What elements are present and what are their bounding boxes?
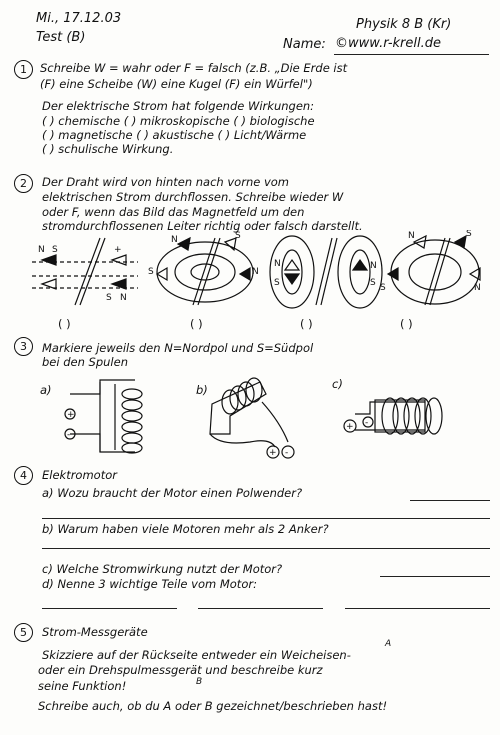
- q2-line-4: stromdurchflossenen Leiter richtig oder falsch darstellt.: [42, 219, 363, 233]
- svg-text:-: -: [365, 418, 369, 428]
- q5-mark-a: A: [385, 639, 392, 649]
- answer-line-a-2[interactable]: [42, 518, 490, 519]
- q4-question-b: b) Warum haben viele Motoren mehr als 2 Anker?: [42, 522, 329, 536]
- q4-question-c: c) Welche Stromwirkung nutzt der Motor?: [42, 562, 283, 576]
- coil-c-label: c): [332, 377, 343, 391]
- svg-text:N: N: [370, 261, 377, 271]
- q2-line-3: oder F, wenn das Bild das Magnetfeld um den: [42, 205, 305, 219]
- q5-mark-b: B: [196, 677, 203, 687]
- q4-question-a: a) Wozu braucht der Motor einen Polwender?: [42, 486, 303, 500]
- answer-line-d-1[interactable]: [42, 608, 177, 609]
- svg-text:N: N: [120, 293, 127, 303]
- q3-line-1: Markiere jeweils den N=Nordpol und S=Südpol: [42, 341, 314, 355]
- name-underline: [334, 54, 489, 55]
- field-figure-3: [270, 236, 382, 308]
- date: Mi., 17.12.03: [36, 11, 122, 26]
- svg-text:N: N: [274, 259, 281, 269]
- coil-b: [210, 378, 294, 458]
- svg-text:S: S: [52, 245, 58, 255]
- coil-figures: [30, 372, 490, 467]
- svg-text:N: N: [252, 267, 259, 277]
- svg-text:N: N: [408, 231, 415, 241]
- q4-question-d: d) Nenne 3 wichtige Teile vom Motor:: [42, 577, 257, 591]
- name-label: Name:: [283, 37, 326, 52]
- svg-text:S: S: [106, 293, 112, 303]
- q1-options-row-2[interactable]: ( ) magnetische ( ) akustische ( ) Licht/Wärme: [42, 128, 307, 142]
- svg-text:+: +: [67, 410, 75, 420]
- svg-text:+: +: [269, 448, 277, 458]
- q2-answer-3[interactable]: ( ): [300, 317, 313, 331]
- coil-a-label: a): [40, 383, 52, 397]
- svg-text:N: N: [171, 235, 178, 245]
- question-3-number: 3: [14, 337, 33, 356]
- svg-text:N: N: [38, 245, 45, 255]
- field-figure-1: [32, 238, 138, 305]
- q1-options-row-1[interactable]: ( ) chemische ( ) mikroskopische ( ) biologische: [42, 114, 315, 128]
- svg-text:-: -: [67, 430, 71, 440]
- svg-text:S: S: [370, 278, 376, 288]
- svg-text:S: S: [380, 283, 386, 293]
- q3-line-2: bei den Spulen: [42, 355, 128, 369]
- svg-text:S: S: [274, 278, 280, 288]
- svg-text:S: S: [148, 267, 154, 277]
- q1-options-row-3[interactable]: ( ) schulische Wirkung.: [42, 142, 174, 156]
- magnetic-field-figures: [30, 230, 490, 315]
- svg-text:S: S: [235, 231, 241, 241]
- coil-c: [344, 398, 442, 434]
- answer-line-c[interactable]: [380, 576, 490, 577]
- coil-b-label: b): [196, 383, 208, 397]
- answer-line-d-3[interactable]: [345, 608, 490, 609]
- q5-line-1: Skizziere auf der Rückseite entweder ein Weicheisen-: [42, 648, 351, 662]
- svg-text:N: N: [474, 283, 481, 293]
- q2-line-1: Der Draht wird von hinten nach vorne vom: [42, 175, 290, 189]
- q1-instruction-2: (F) eine Scheibe (W) eine Kugel (F) ein Würfel"): [40, 77, 313, 91]
- question-5-number: 5: [14, 623, 33, 642]
- q5-line-2: oder ein Drehspulmessgerät und beschreibe kurz: [38, 663, 323, 677]
- q2-line-2: elektrischen Strom durchflossen. Schreibe wieder W: [42, 190, 344, 204]
- field-figure-4: [380, 230, 481, 305]
- q5-line-4: Schreibe auch, ob du A oder B gezeichnet/beschrieben hast!: [38, 699, 388, 713]
- svg-text:+: +: [346, 422, 354, 432]
- answer-line-d-2[interactable]: [198, 608, 323, 609]
- answer-line-a-1[interactable]: [410, 500, 490, 501]
- q2-answer-4[interactable]: ( ): [400, 317, 413, 331]
- svg-text:-: -: [285, 448, 289, 458]
- question-4-number: 4: [14, 466, 33, 485]
- subject: Physik 8 B (Kr): [356, 17, 452, 32]
- q2-answer-2[interactable]: ( ): [190, 317, 203, 331]
- field-figure-2: [148, 231, 259, 305]
- q5-title: Strom-Messgeräte: [42, 625, 148, 639]
- test-label: Test (B): [36, 30, 86, 45]
- coil-a: [65, 380, 142, 453]
- q5-line-3: seine Funktion!: [38, 679, 127, 693]
- q1-lead: Der elektrische Strom hat folgende Wirkungen:: [42, 99, 315, 113]
- question-2-number: 2: [14, 174, 33, 193]
- svg-text:+: +: [114, 245, 122, 255]
- name-field[interactable]: ©www.r-krell.de: [335, 36, 441, 51]
- svg-text:S: S: [466, 230, 472, 239]
- answer-line-b[interactable]: [42, 548, 490, 549]
- q2-answer-1[interactable]: ( ): [58, 317, 71, 331]
- q4-title: Elektromotor: [42, 468, 117, 482]
- q1-instruction-1: Schreibe W = wahr oder F = falsch (z.B. „Die Erde ist: [40, 61, 348, 75]
- question-1-number: 1: [14, 60, 33, 79]
